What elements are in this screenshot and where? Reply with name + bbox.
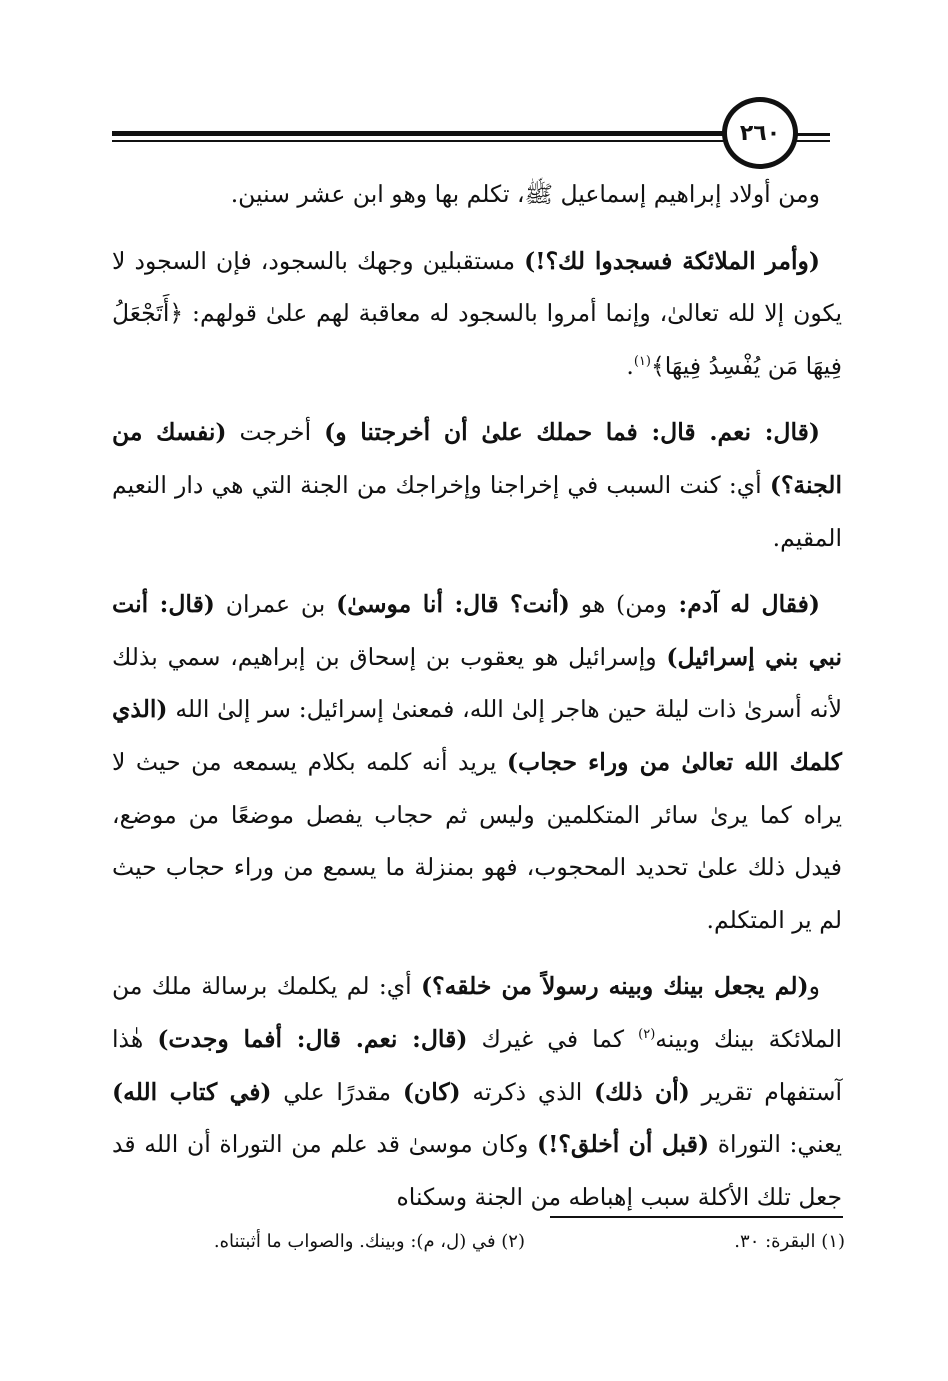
text-run: ومن أولاد إبراهيم إسماعيل ﷺ، تكلم بها وهو ابن عشر سنين. bbox=[230, 180, 820, 208]
text-run: مقدرًا علي bbox=[271, 1077, 403, 1106]
text-run: وكان موسىٰ قد علم من التوراة أن الله قد جعل تلك الأكلة سبب إهباطه من الجنة وسكناه bbox=[112, 1130, 842, 1211]
bold-text-run: (الذي كلمك الله تعالىٰ من وراء حجاب) bbox=[112, 695, 842, 776]
text-run: الذي ذكرته bbox=[460, 1077, 594, 1106]
header-rule bbox=[112, 131, 727, 136]
paragraph bbox=[112, 406, 842, 564]
bold-text-run: (أن ذلك) bbox=[594, 1077, 690, 1106]
text-run: يعني: التوراة bbox=[709, 1130, 842, 1159]
page-number: ٢٦٠ bbox=[739, 120, 781, 146]
text-run: أي: كنت السبب في إخراجنا وإخراجك من الجنة التي هي دار النعيم المقيم. bbox=[112, 470, 842, 552]
bold-text-run: (في كتاب الله) bbox=[112, 1077, 272, 1106]
text-run: و bbox=[808, 972, 820, 1001]
bold-text-run: (وأمر الملائكة فسجدوا لك؟!) bbox=[524, 246, 820, 275]
bold-text-run: (قبل أن أخلق؟!) bbox=[536, 1130, 710, 1159]
text-run: يريد أنه كلمه بكلام يسمعه من حيث لا يراه كما يرىٰ سائر المتكلمين وليس ثم حجاب يفصل موضعًا من موضع، فيدل ذلك علىٰ تحديد المحجوب، فهو بمنزلة ما يسمع من وراء حجاب حيث لم ير المتكلم. bbox=[112, 747, 842, 934]
paragraph bbox=[112, 960, 842, 1223]
footnote-2: (٢) في (ل، م): وبينك. والصواب ما أثبتناه. bbox=[213, 1231, 525, 1252]
text-run: ومن) هو bbox=[569, 590, 668, 619]
text-run: وإسرائيل هو يعقوب بن إسحاق بن إبراهيم، سمي بذلك لأنه أسرىٰ ذات ليلة حين هاجر إلىٰ الله، فمعنىٰ إسرائيل: سر إلىٰ الله bbox=[112, 642, 842, 724]
text-run: أي: لم يكلمك برسالة ملك من الملائكة بينك وبينه bbox=[112, 972, 842, 1053]
page-number-badge bbox=[722, 97, 798, 169]
text-run: . bbox=[626, 351, 634, 380]
footnote-1: (١) البقرة: ٣٠. bbox=[734, 1231, 845, 1252]
paragraph bbox=[112, 235, 842, 393]
bold-text-run: (قال: نعم. قال: فما حملك علىٰ أن أخرجتنا و) bbox=[324, 418, 820, 447]
text-run: أخرجت bbox=[226, 418, 325, 447]
text-run: مستقبلين وجهك بالسجود، فإن السجود لا يكون إلا لله تعالىٰ، وإنما أمروا بالسجود له معاقبة لهم علىٰ قولهم: ﴿أَتَجْعَلُ فِيهَا مَن يُفْسِدُ فِيهَا﴾ bbox=[112, 246, 842, 380]
bold-text-run: (قال: نعم. قال: أفما وجدت) bbox=[157, 1024, 468, 1053]
footnote-separator bbox=[550, 1216, 843, 1218]
paragraph bbox=[112, 578, 842, 946]
footnote-marker: (٢) bbox=[638, 1027, 656, 1043]
paragraph bbox=[112, 168, 842, 221]
text-run: هٰذا آستفهام تقرير bbox=[112, 1024, 842, 1106]
bold-text-run: (نفسك من الجنة؟) bbox=[112, 418, 842, 499]
bold-text-run: (فقال له آدم: bbox=[667, 590, 821, 619]
text-run: كما في غيرك bbox=[467, 1024, 639, 1053]
bold-text-run: (لم يجعل بينك وبينه رسولاً من خلقه؟) bbox=[421, 972, 809, 1001]
bold-text-run: (كان) bbox=[402, 1077, 461, 1106]
text-run: بن عمران bbox=[214, 590, 337, 619]
footnotes bbox=[112, 1225, 845, 1265]
footnote-marker: (١) bbox=[633, 353, 651, 369]
body-text bbox=[112, 168, 842, 1237]
bold-text-run: (قال: أنت نبي بني إسرائيل) bbox=[112, 590, 842, 671]
header-rule-thin bbox=[112, 140, 727, 142]
bold-text-run: (أنت؟ قال: أنا موسىٰ) bbox=[336, 590, 570, 619]
